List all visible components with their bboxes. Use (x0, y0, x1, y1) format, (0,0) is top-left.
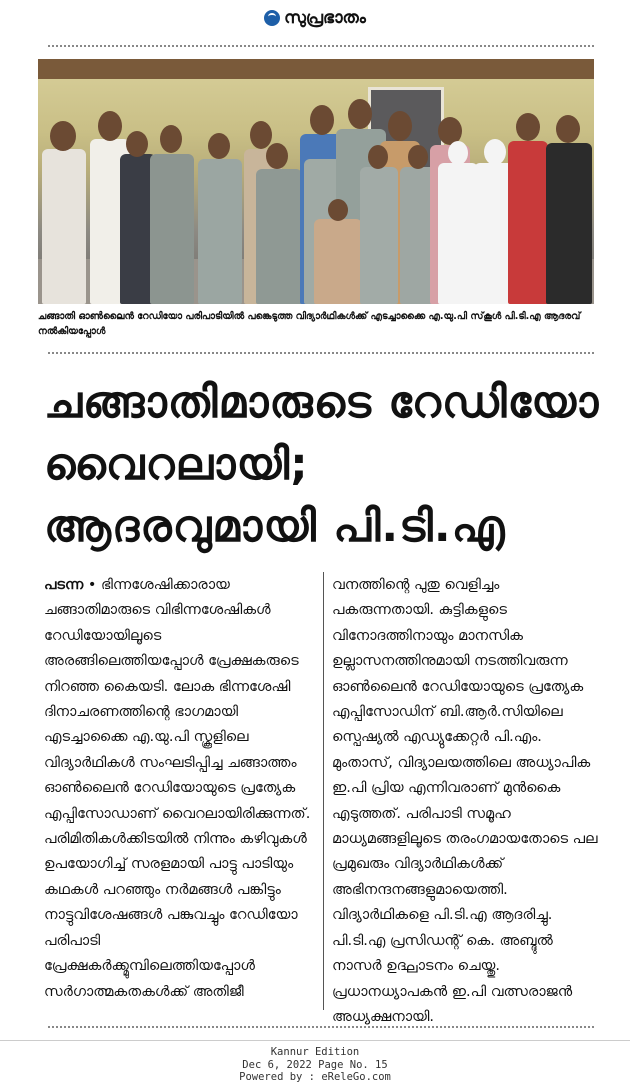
globe-logo-icon (264, 10, 280, 26)
headline-line: ചങ്ങാതിമാരുടെ റേഡിയോ (44, 377, 600, 428)
date-page-label: Dec 6, 2022 Page No. 15 (242, 1058, 388, 1071)
headline-line: വൈറലായി; (44, 439, 309, 490)
article-column-left: പടന്ന • ഭിന്നശേഷിക്കാരായ ചങ്ങാതിമാരുടെ വിഭിന്നശേഷികൾ റേഡിയോയിലൂടെ അരങ്ങിലെത്തിയപ്പോൾ പ്രേക്ഷകരുടെ നിറഞ്ഞ കൈയടി. ലോക ഭിന്നശേഷി ദിനാചരണത്തിന്റെ ഭാഗമായി എടച്ചാക്കൈ എ.യു.പി സ്കൂളിലെ വിദ്യാർഥികൾ സംഘടിപ്പിച്ച ചങ്ങാത്തം ഓൺലൈൻ റേഡിയോയുടെ പ്രത്യേക എപ്പിസോഡാണ് വൈറലായിരിക്കുന്നത്. പരിമിതികൾക്കിടയിൽ നിന്നും കഴിവുകൾ ഉപയോഗിച്ച് സരളമായി പാട്ടു പാടിയും കഥകൾ പറഞ്ഞും നർമങ്ങൾ പങ്കിട്ടും നാട്ടുവിശേഷങ്ങൾ പങ്കുവച്ചും റേഡിയോ പരിപാടി പ്രേക്ഷകർക്ക്മുമ്പിലെത്തിയപ്പോൾ സർഗാത്മകതകൾക്ക് അതിജീ (44, 577, 311, 1000)
column-text: ഭിന്നശേഷിക്കാരായ ചങ്ങാതിമാരുടെ വിഭിന്നശേഷികൾ റേഡിയോയിലൂടെ അരങ്ങിലെത്തിയപ്പോൾ പ്രേക്ഷകരുടെ നിറഞ്ഞ കൈയടി. ലോക ഭിന്നശേഷി ദിനാചരണത്തിന്റെ ഭാഗമായി എടച്ചാക്കൈ എ.യു.പി സ്കൂളിലെ വിദ്യാർഥികൾ സംഘടിപ്പിച്ച ചങ്ങാത്തം ഓൺലൈൻ റേഡിയോയുടെ പ്രത്യേക എപ്പിസോഡാണ് വൈറലായിരിക്കുന്നത്. പരിമിതികൾക്കിടയിൽ നിന്നും കഴിവുകൾ ഉപയോഗിച്ച് സരളമായി പാട്ടു പാടിയും കഥകൾ പറഞ്ഞും നർമങ്ങൾ പങ്കിട്ടും നാട്ടുവിശേഷങ്ങൾ പങ്കുവച്ചും റേഡിയോ പരിപാടി പ്രേക്ഷകർക്ക്മുമ്പിലെത്തിയപ്പോൾ സർഗാത്മകതകൾക്ക് അതിജീ (44, 577, 311, 1000)
masthead (0, 0, 630, 36)
dotted-divider (48, 352, 594, 354)
footer-rule (0, 1040, 630, 1041)
edition-label: Kannur Edition (270, 1046, 360, 1058)
article-column-right (332, 573, 602, 1030)
dotted-divider (48, 45, 594, 47)
newspaper-title: സുപ്രഭാതം (284, 8, 366, 28)
photo-caption: ചങ്ങാതി ഓൺലൈൻ റേഡിയോ പരിപാടിയിൽ പങ്കെടുത്ത വിദ്യാർഥികൾക്ക് എടച്ചാക്കൈ എ.യു.പി സ്‌കൂൾ പി.ടി.എ ആദരവ് നൽകിയപ്പോൾ (38, 311, 581, 337)
article-headline (44, 372, 604, 558)
dotted-divider (48, 1026, 594, 1028)
column-rule (323, 572, 324, 1010)
article-photo (38, 59, 594, 304)
column-text: വനത്തിന്റെ പുതു വെളിച്ചം പകരുന്നതായി. കുട്ടികളുടെ വിനോദത്തിനായും മാനസിക ഉല്ലാസനത്തിനുമായി നടത്തിവരുന്ന ഓൺലൈൻ റേഡിയോയുടെ പ്രത്യേക എപ്പിസോഡിന് ബി.ആർ.സിയിലെ സ്പെഷ്യൽ എഡ്യുക്കേറ്റർ പി.എം. മുംതാസ്, വിദ്യാലയത്തിലെ അധ്യാപിക ഇ.പി പ്രിയ എന്നിവരാണ് മുൻകൈ എടുത്തത്. പരിപാടി സമൂഹ മാധ്യമങ്ങളിലൂടെ തരംഗമായതോടെ പല പ്രമുഖരും വിദ്യാർഥികൾക്ക് അഭിനന്ദനങ്ങളുമായെത്തി. വിദ്യാർഥികളെ പി.ടി.എ ആദരിച്ചു. പി.ടി.എ പ്രസിഡന്റ് കെ. അബ്ദുൽ നാസർ ഉദ്ഘാടനം ചെയ്തു. പ്രധാനധ്യാപകൻ ഇ.പി വത്സരാജൻ അധ്യക്ഷനായി. (332, 577, 598, 1025)
headline-line: ആദരവുമായി പി.ടി.എ (44, 501, 506, 552)
page-footer (0, 1046, 630, 1084)
dateline: പടന്ന (44, 577, 84, 593)
powered-by-label: Powered by : eReleGo.com (239, 1071, 391, 1083)
